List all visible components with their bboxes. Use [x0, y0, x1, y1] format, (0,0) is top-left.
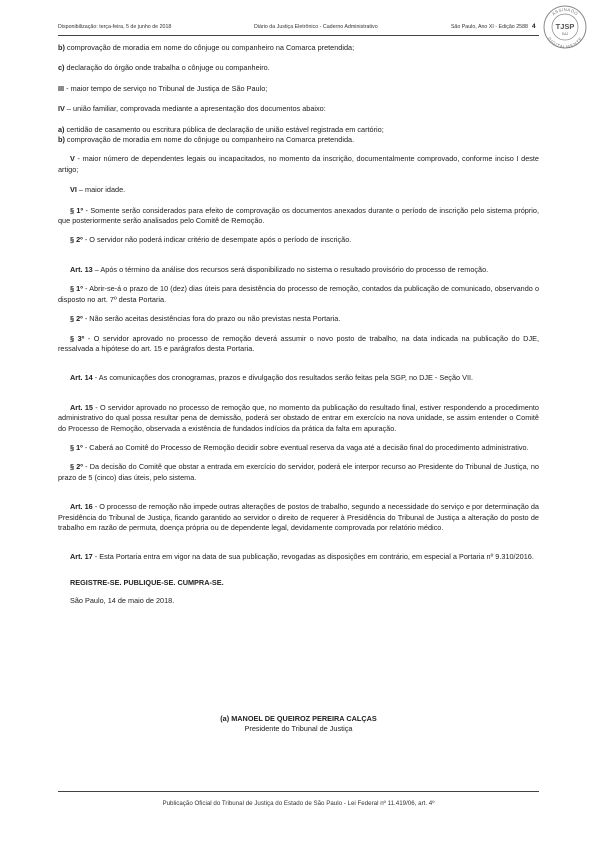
- header-divider: [58, 35, 539, 36]
- page-header: [58, 24, 542, 34]
- paragraph: § 1º - Abrir-se-á o prazo de 10 (dez) dias úteis para desistência do processo de remoção, contados da publicação de comunicado, observando o disposto no art. 7º desta Portaria.: [58, 284, 540, 304]
- document-date: São Paulo, 14 de maio de 2018.: [70, 596, 175, 606]
- paragraph: § 2º - O servidor não poderá indicar critério de desempate após o período de inscrição.: [70, 235, 352, 245]
- paragraph: Art. 13 – Após o término da análise dos recursos será disponibilizado no sistema o resultado provisório do processo de remoção.: [70, 264, 489, 274]
- paragraph: § 1º - Caberá ao Comitê do Processo de Remoção decidir sobre eventual reserva da vaga até a decisão final do procedimento administrativo.: [70, 442, 529, 452]
- paragraph: § 1º - Somente serão considerados para efeito de comprovação os documentos anexados durante o período de inscrição pelo sistema próprio, que posteriormente serão analisados pelo Comitê de Remoção.: [58, 205, 539, 226]
- footer-divider: [58, 791, 539, 792]
- paragraph: c) declaração do órgão onde trabalha o cônjuge ou companheiro.: [58, 63, 270, 73]
- seal-center-text: TJSP: [555, 22, 575, 31]
- paragraph: VI – maior idade.: [70, 185, 126, 195]
- edition-info: São Paulo, Ano XI - Edição 2588: [450, 24, 528, 30]
- signer-title: Presidente do Tribunal de Justiça: [244, 724, 353, 734]
- paragraph: V - maior número de dependentes legais ou incapacitados, no momento da inscrição, documentalmente comprovado, conforme inciso I deste artigo;: [58, 154, 539, 174]
- paragraph: Art. 17 - Esta Portaria entra em vigor na data de sua publicação, revogadas as disposições em contrário, em especial a Portaria nº 9.310/2016.: [70, 552, 534, 562]
- availability-date: Disponibilização: terça-feira, 5 de junho de 2018: [58, 24, 172, 30]
- paragraph: Art. 14 - As comunicações dos cronogramas, prazos e divulgação dos resultados serão feitas pela SGP, no DJE - Seção VII.: [70, 373, 474, 383]
- svg-text:ASSINADO: ASSINADO: [550, 6, 580, 17]
- document-body: [58, 42, 539, 607]
- signature-block: [58, 714, 539, 735]
- paragraph: b) comprovação de moradia em nome do cônjuge ou companheiro na Comarca pretendida.: [58, 135, 355, 145]
- closing-formula: REGISTRE-SE. PUBLIQUE-SE. CUMPRA-SE.: [70, 577, 224, 587]
- page-footer: Publicação Oficial do Tribunal de Justiça do Estado de São Paulo - Lei Federal nº 11.419/06, art. 4º: [162, 800, 435, 807]
- paragraph: III - maior tempo de serviço no Tribunal de Justiça de São Paulo;: [58, 83, 268, 93]
- paragraph: b) comprovação de moradia em nome do cônjuge ou companheiro na Comarca pretendida;: [58, 43, 355, 52]
- paragraph: a) certidão de casamento ou escritura pública de declaração de união estável registrada em cartório;: [58, 124, 384, 134]
- journal-name: Diário da Justiça Eletrônico - Caderno Administrativo: [254, 24, 378, 30]
- digital-signature-seal: [542, 4, 588, 50]
- paragraph: IV – união familiar, comprovada mediante a apresentação dos documentos abaixo:: [58, 104, 326, 114]
- signer-name: (a) MANOEL DE QUEIROZ PEREIRA CALÇAS: [220, 714, 377, 723]
- paragraph: § 2º - Não serão aceitas desistências fora do prazo ou não previstas nesta Portaria.: [70, 314, 341, 324]
- page-number: 4: [532, 23, 536, 30]
- paragraph: Art. 16 - O processo de remoção não impede outras alterações de postos de trabalho, segundo a necessidade do serviço e por determinação da Presidência do Tribunal de Justiça, ficando garantido ao servidor o direito de requerer à Presidência do Tribunal de Justiça a alteração do posto de trabalho em razão de permuta, doença própria ou de dependente legal, devidamente comprovada por relatório médico.: [58, 502, 539, 532]
- paragraph: § 2º - Da decisão do Comitê que obstar a entrada em exercício do servidor, poderá ele interpor recurso ao Presidente do Tribunal de Justiça, no prazo de 5 (cinco) dias úteis, pelo sistema.: [58, 462, 539, 482]
- paragraph: Art. 15 - O servidor aprovado no processo de remoção que, no momento da publicação do resultado final, estiver respondendo a procedimento administrativo do qual possa resultar pena de demissão, poderá ser obstado de entrar em exercício na nova unidade, se assim entender o Comitê do Processo de Remoção, observada a existência de fundados indícios da prática da falta em apuração.: [58, 402, 539, 433]
- seal-small-text: SAJ: [561, 32, 569, 36]
- paragraph: § 3º - O servidor aprovado no processo de remoção deverá assumir o novo posto de trabalho, na data indicada na publicação do DJE, ressalvada a hipótese do art. 15 e parágrafos desta Portaria.: [58, 333, 539, 353]
- svg-text:DIGITALMENTE: DIGITALMENTE: [546, 36, 584, 50]
